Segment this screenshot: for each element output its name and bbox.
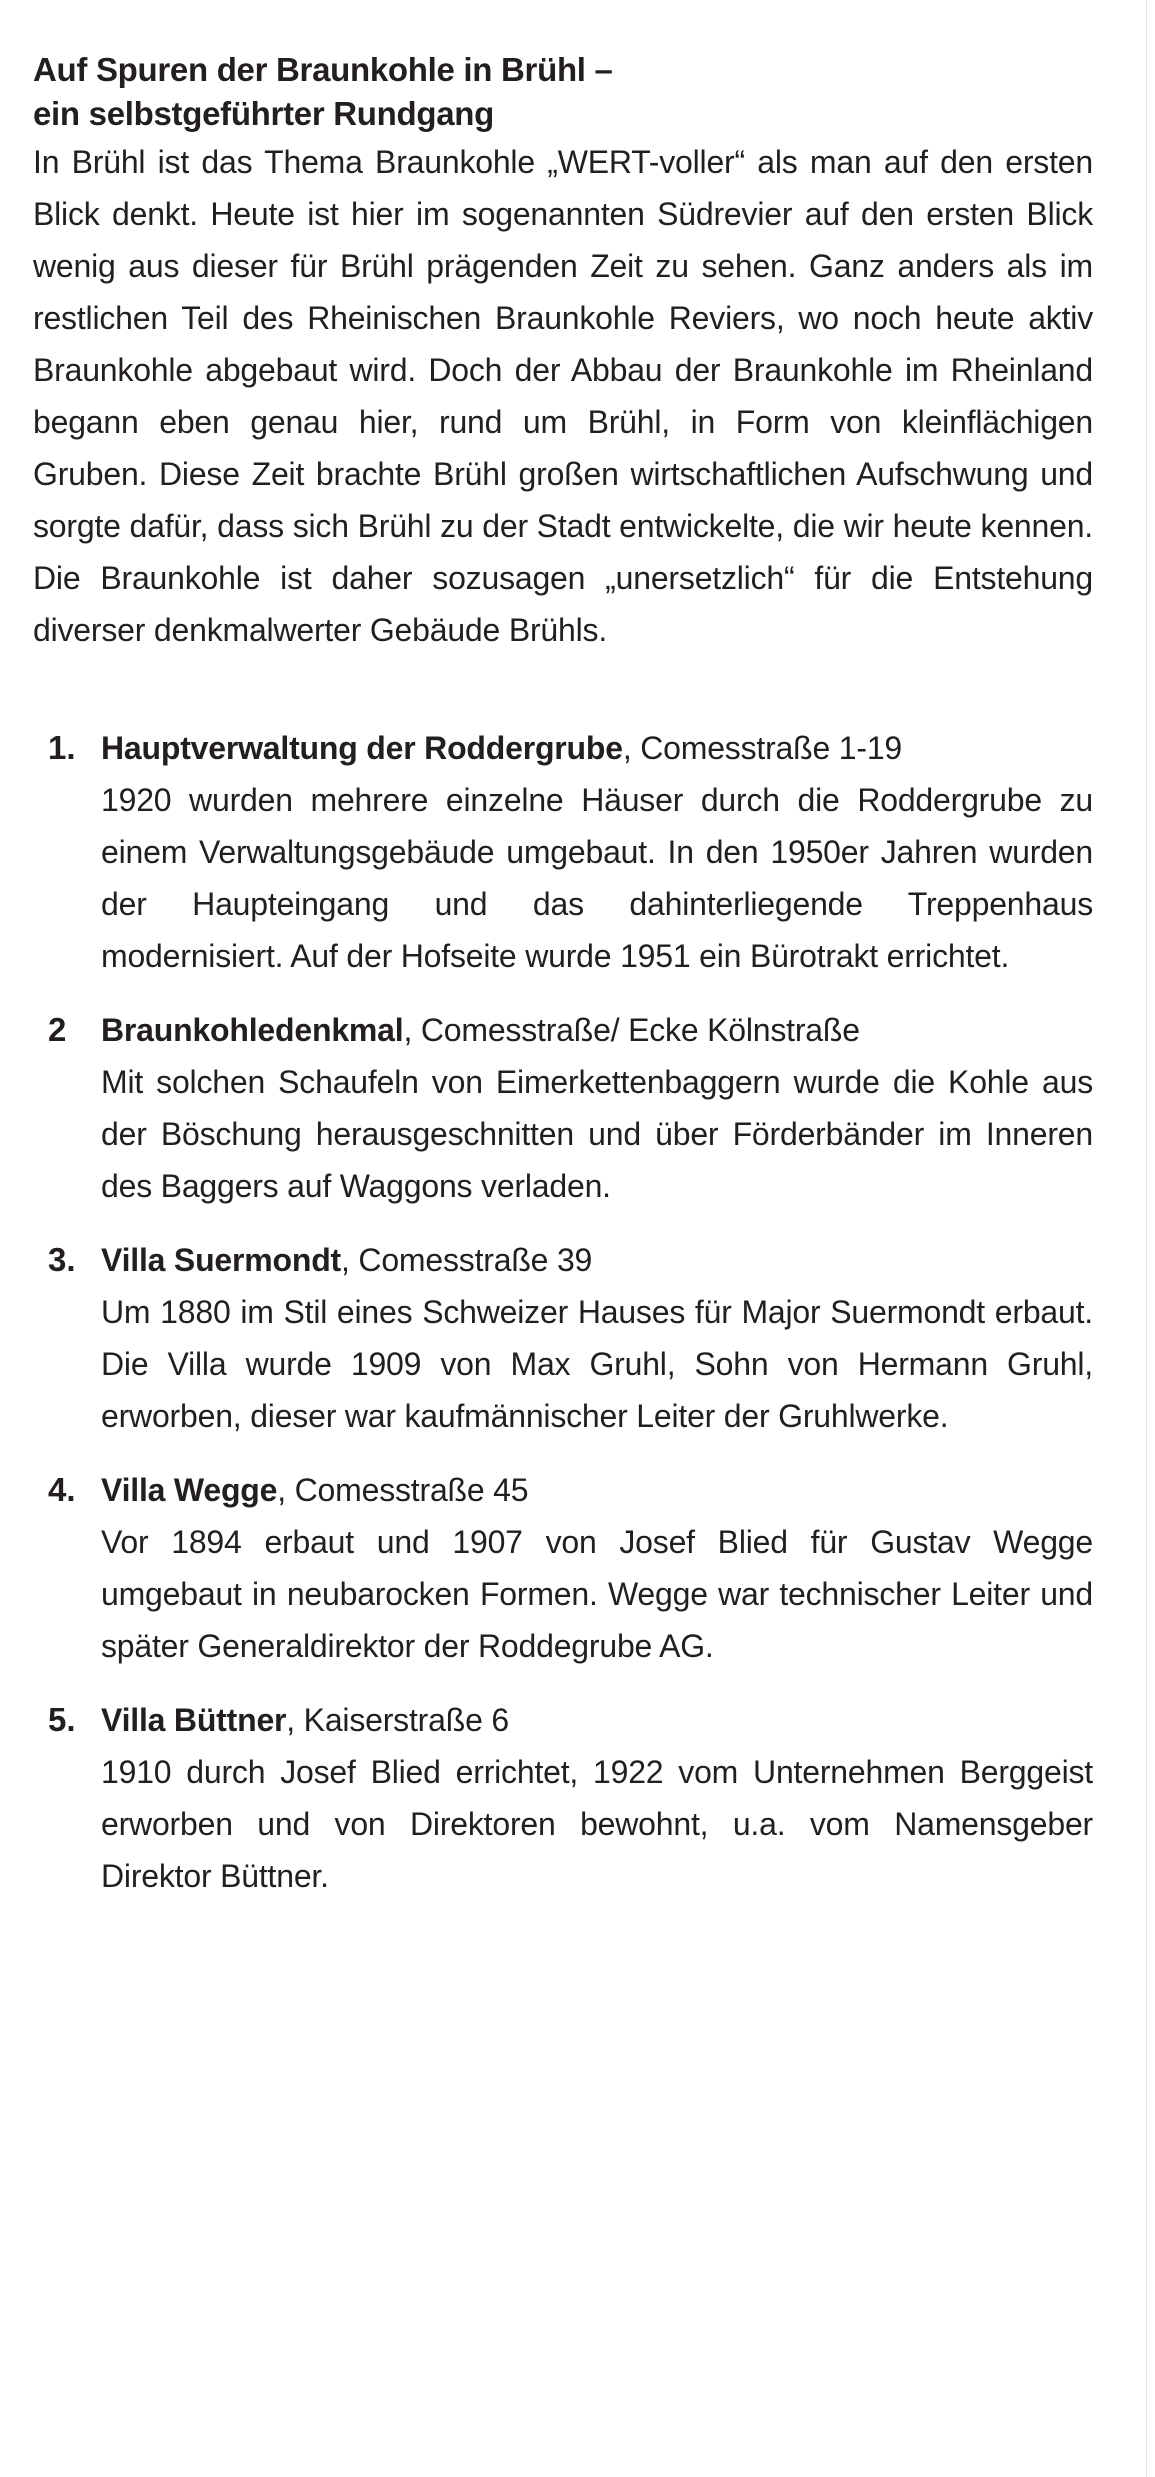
item-heading [101,1234,1093,1286]
item-number: 5. [48,1701,76,1738]
item-address: , Comesstraße 39 [341,1242,593,1278]
item-address: , Kaiserstraße 6 [286,1702,509,1738]
item-name: Villa Wegge [101,1472,278,1508]
item-description: 1920 wurden mehrere einzelne Häuser durch die Roddergrube zu einem Verwaltungsgebäude umgebaut. In den 1950er Jahren wurden der Haupteingang und das dahinterliegende Treppenhaus modernisiert. Auf der Hofseite wurde 1951 ein Bürotrakt errichtet. [101,782,1093,974]
item-address: , Comesstraße 45 [277,1472,529,1508]
item-heading [101,1464,1093,1516]
page-edge-line [1146,0,1147,2477]
item-heading [101,1004,1093,1056]
item-number: 3. [48,1241,76,1278]
title-line-2: ein selbstgeführter Rundgang [33,95,494,132]
document-title [33,48,1093,136]
item-number: 4. [48,1471,76,1508]
item-heading [101,1694,1093,1746]
item-number: 2 [48,1011,67,1048]
item-address: , Comesstraße/ Ecke Kölnstraße [403,1012,860,1048]
list-item [33,1234,1093,1442]
item-number: 1. [48,729,76,766]
item-name: Braunkohledenkmal [101,1012,404,1048]
item-description: Um 1880 im Stil eines Schweizer Hauses für Major Suermondt erbaut. Die Villa wurde 1909 von Max Gruhl, Sohn von Hermann Gruhl, erworben, dieser war kaufmännischer Leiter der Gruhlwerke. [101,1294,1093,1434]
title-line-1: Auf Spuren der Braunkohle in Brühl – [33,51,613,88]
intro-paragraph: In Brühl ist das Thema Braunkohle „WERT-voller“ als man auf den ersten Blick denkt. Heute ist hier im sogenannten Südrevier auf den ersten Blick wenig aus dieser für Brühl prägenden Zeit zu sehen. Ganz anders als im restlichen Teil des Rheinischen Braunkohle Reviers, wo noch heute aktiv Braunkohle abgebaut wird. Doch der Abbau der Braunkohle im Rheinland begann eben genau hier, rund um Brühl, in Form von kleinflächigen Gruben. Diese Zeit brachte Brühl großen wirtschaftlichen Aufschwung und sorgte dafür, dass sich Brühl zu der Stadt entwickelte, die wir heute kennen. Die Braunkohle ist daher sozusagen „unersetzlich“ für die Entstehung diverser denkmalwerter Gebäude Brühls. [33,144,1093,648]
list-item [33,722,1093,982]
list-item [33,1464,1093,1672]
item-name: Villa Büttner [101,1702,287,1738]
item-name: Villa Suermondt [101,1242,342,1278]
item-heading [101,722,1093,774]
item-description: Vor 1894 erbaut und 1907 von Josef Blied für Gustav Wegge umgebaut in neubarocken Formen. Wegge war technischer Leiter und später Generaldirektor der Roddegrube AG. [101,1524,1093,1664]
item-description: 1910 durch Josef Blied errichtet, 1922 vom Unternehmen Berggeist erworben und von Direktoren bewohnt, u.a. vom Namensgeber Direktor Büttner. [101,1754,1093,1894]
list-item [33,1694,1093,1902]
item-description: Mit solchen Schaufeln von Eimerkettenbaggern wurde die Kohle aus der Böschung herausgeschnitten und über Förderbänder im Inneren des Baggers auf Waggons verladen. [101,1064,1093,1204]
site-list [33,722,1093,1902]
list-item [33,1004,1093,1212]
item-address: , Comesstraße 1-19 [622,730,903,766]
document-content [33,48,1093,1924]
item-name: Hauptverwaltung der Roddergrube [101,730,623,766]
